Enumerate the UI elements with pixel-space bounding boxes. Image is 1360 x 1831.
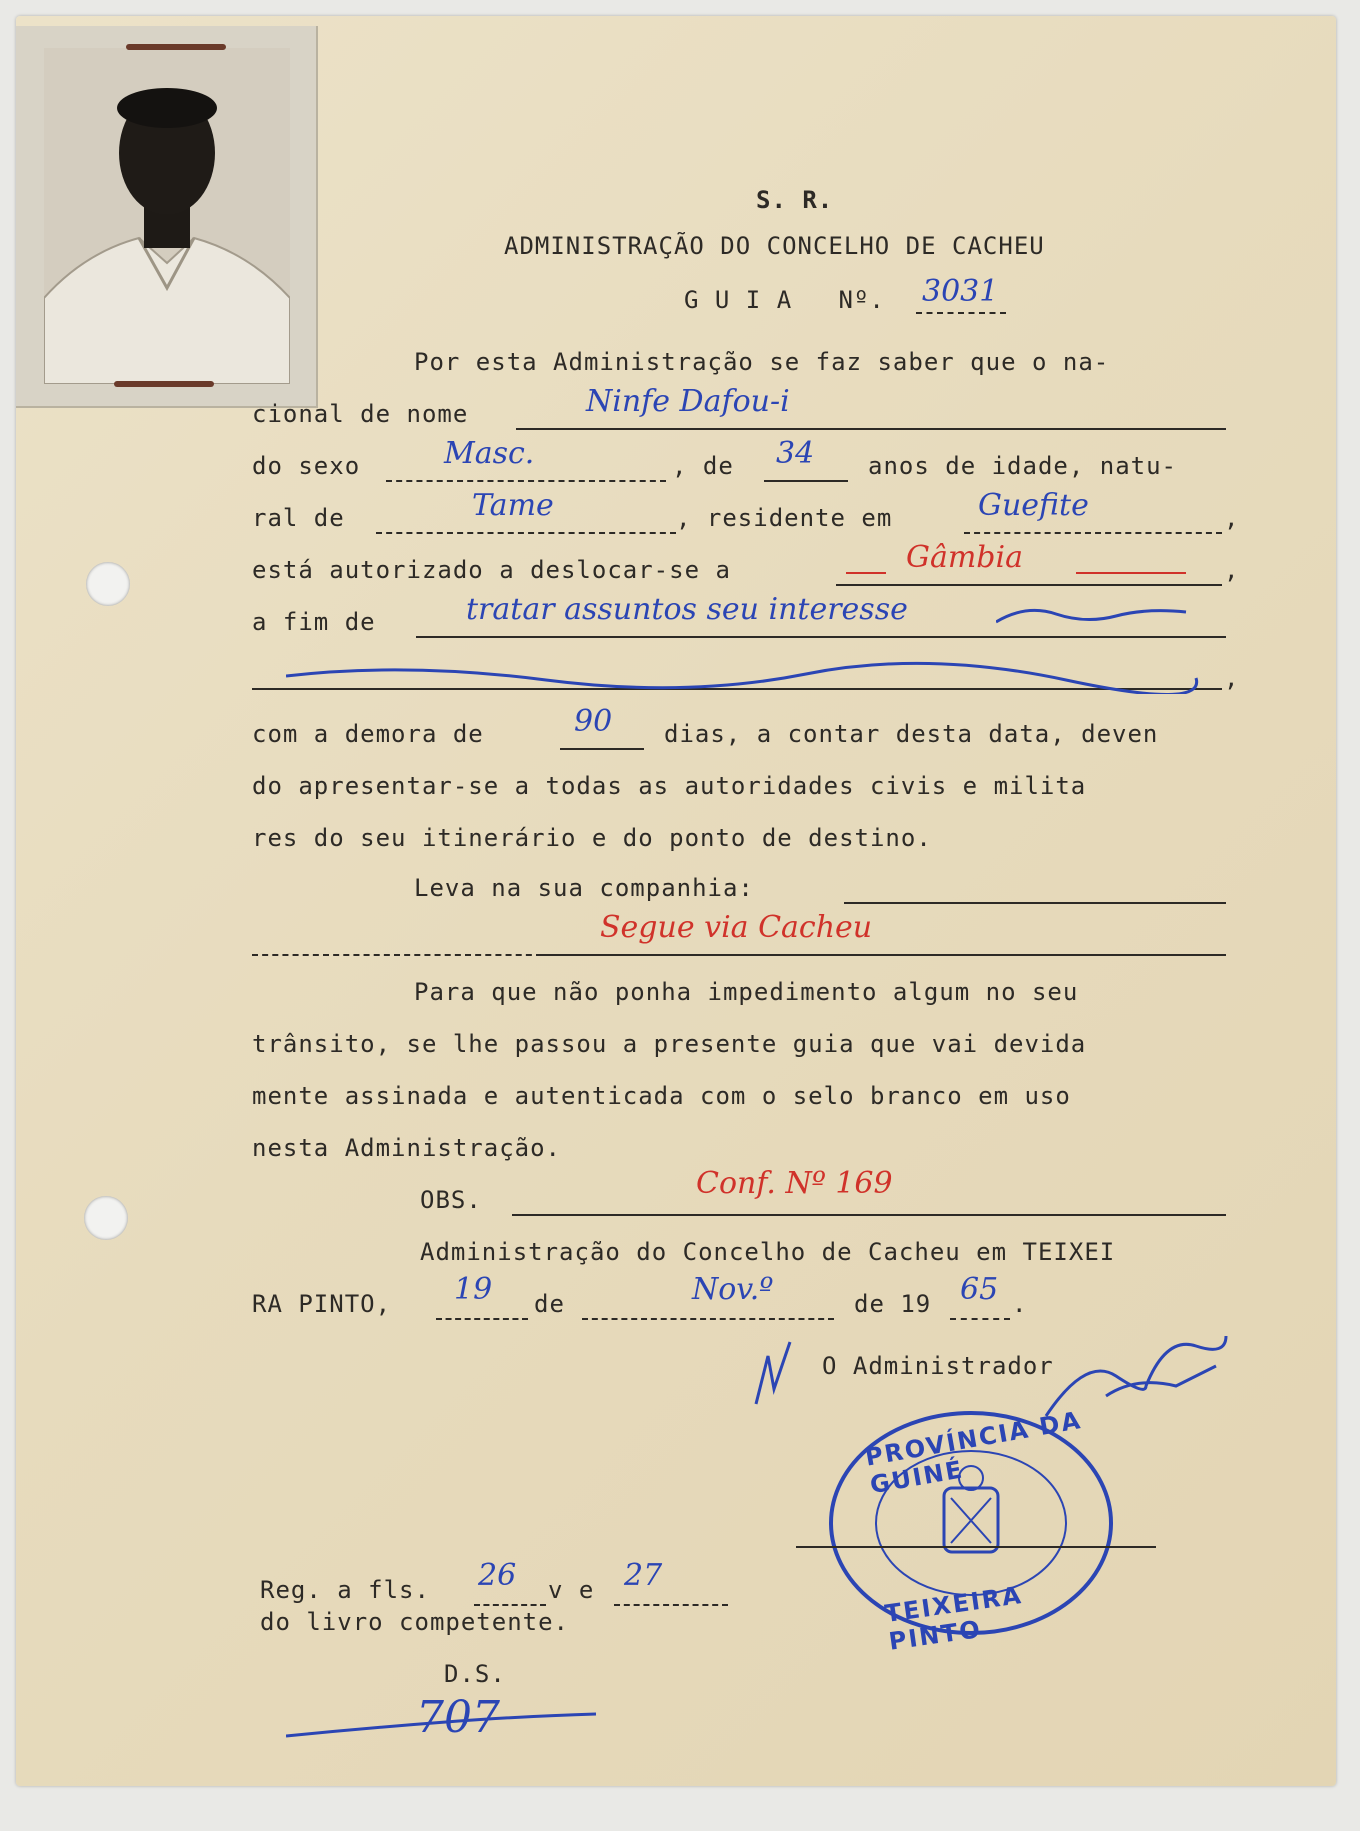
text-line-4: ral de xyxy=(252,504,345,532)
purpose-field: tratar assuntos seu interesse xyxy=(466,592,908,627)
text-line-3b: , de xyxy=(672,452,734,480)
text-line-14: trânsito, se lhe passou a presente guia que vai devida xyxy=(252,1030,1087,1058)
companion-field: Segue via Cacheu xyxy=(600,910,873,945)
ds-signature: 707 xyxy=(416,1692,500,1743)
text-line-19: RA PINTO, xyxy=(252,1290,392,1318)
administrator-label: O Administrador xyxy=(822,1352,1054,1380)
name-field: Ninfe Dafou-i xyxy=(586,384,790,419)
id-photo xyxy=(16,26,318,408)
obs-label: OBS. xyxy=(420,1186,482,1214)
document-page: S. R. ADMINISTRAÇÃO DO CONCELHO DE CACHEU G U I A Nº. 3031 Por esta Administração se faz saber que o na- cional de nome Ninfe Dafou-i do sexo Masc. , de 34 anos de idade, natu- ral de Tame , residente em Guefite , está autorizado a deslocar-se a Gâmbia , a fim de tratar assuntos seu interesse , com a demora de 90 dias, a contar desta data, deven do apresentar-se a todas as autoridades civis e milita res do seu itinerário e do ponto de destino. Leva na sua companhia: Segue via Cacheu Para que não ponha impedimento algum no seu trânsito, se lhe passou a presente guia que vai devida mente assinada e autenticada com o selo branco em uso nesta Administração. OBS. Conf. Nº 169 Administração do Concelho de Cacheu em TEIXEI RA PINTO, 19 de Nov.º de 19 65 . O Administrador PROVÍNCIA DA GUINÉ TEIXEIRA PINTO Reg. a fls. 26 v e 27 do livro competente. D.S. 707 xyxy=(16,16,1336,1786)
stamp-bottom-text: TEIXEIRA PINTO xyxy=(883,1580,1025,1656)
reg-label: Reg. a fls. xyxy=(260,1576,430,1604)
ink-stroke xyxy=(996,602,1196,632)
text-line-2: cional de nome xyxy=(252,400,469,428)
text-line-1: Por esta Administração se faz saber que o na- xyxy=(414,348,1110,376)
text-line-8b: dias, a contar desta data, deven xyxy=(664,720,1159,748)
text-line-15: mente assinada e autenticada com o selo branco em uso xyxy=(252,1082,1071,1110)
portrait-image xyxy=(44,48,290,384)
age-field: 34 xyxy=(776,436,815,471)
sex-field: Masc. xyxy=(444,436,535,471)
text-line-6: a fim de xyxy=(252,608,376,636)
folio-field: 26 xyxy=(478,1558,517,1593)
text-line-10: res do seu itinerário e do ponto de destino. xyxy=(252,824,932,852)
text-line-16: nesta Administração. xyxy=(252,1134,561,1162)
guia-number: 3031 xyxy=(922,274,999,309)
text-line-11: Leva na sua companhia: xyxy=(414,874,754,902)
year-field: 65 xyxy=(960,1272,999,1307)
header-sr: S. R. xyxy=(756,186,834,214)
residence-field: Guefite xyxy=(978,488,1089,523)
text-line-13: Para que não ponha impedimento algum no seu xyxy=(414,978,1079,1006)
text-line-5: está autorizado a deslocar-se a xyxy=(252,556,731,584)
initial-mark xyxy=(746,1334,806,1414)
obs-field: Conf. Nº 169 xyxy=(696,1166,893,1201)
ds-signature-stroke xyxy=(286,1706,606,1746)
day-field: 19 xyxy=(454,1272,493,1307)
folio-field-2: 27 xyxy=(624,1558,663,1593)
stamp-top-text: PROVÍNCIA DA GUINÉ xyxy=(863,1406,1084,1500)
days-field: 90 xyxy=(574,704,613,739)
month-field: Nov.º xyxy=(692,1272,774,1307)
ink-stroke xyxy=(286,654,1206,694)
punch-hole xyxy=(84,1196,128,1240)
guia-label: G U I A Nº. xyxy=(684,286,885,314)
text-line-9: do apresentar-se a todas as autoridades civis e milita xyxy=(252,772,1087,800)
text-line-4b: , residente em xyxy=(676,504,893,532)
official-stamp xyxy=(826,1406,1116,1656)
text-line-3c: anos de idade, natu- xyxy=(868,452,1177,480)
text-line-18: Administração do Concelho de Cacheu em TEIXEI xyxy=(420,1238,1116,1266)
text-line-19b: de xyxy=(534,1290,565,1318)
ds-label: D.S. xyxy=(444,1660,506,1688)
destination-field: Gâmbia xyxy=(906,540,1023,575)
reg-label-b: v e xyxy=(548,1576,595,1604)
birthplace-field: Tame xyxy=(472,488,554,523)
header-admin: ADMINISTRAÇÃO DO CONCELHO DE CACHEU xyxy=(504,232,1045,260)
text-line-8: com a demora de xyxy=(252,720,484,748)
punch-hole xyxy=(86,562,130,606)
text-line-19c: de 19 xyxy=(854,1290,932,1318)
text-line-3: do sexo xyxy=(252,452,361,480)
reg-book-text: do livro competente. xyxy=(260,1608,569,1636)
